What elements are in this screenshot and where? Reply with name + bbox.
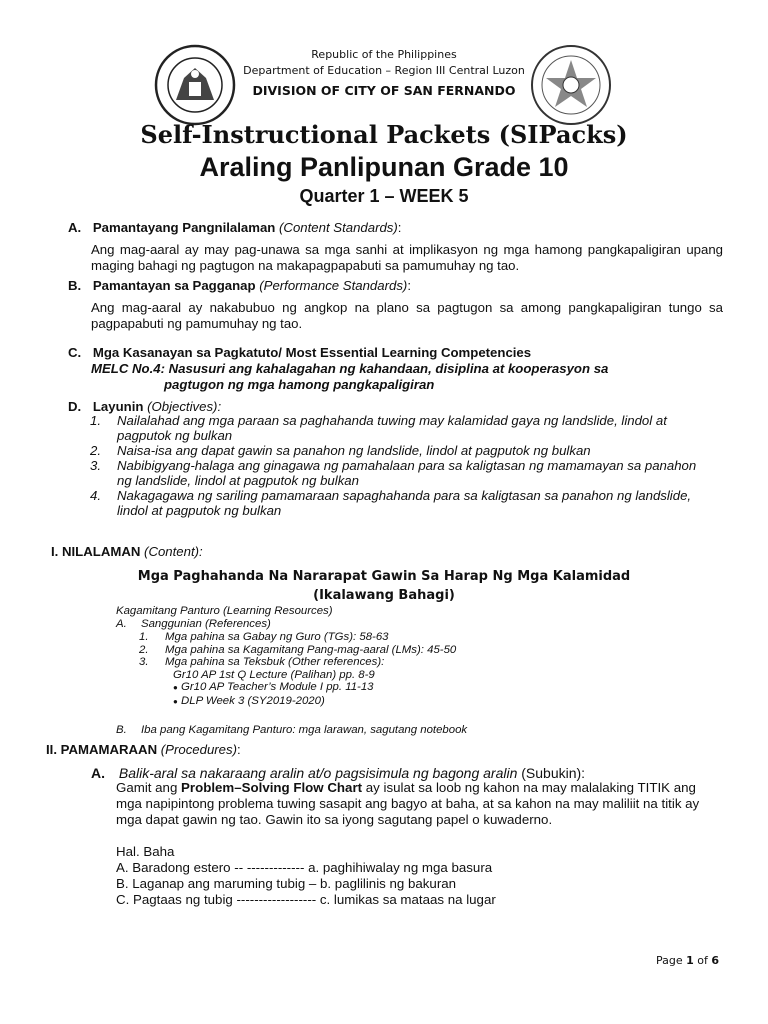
objective-item bbox=[90, 458, 730, 473]
other-reference bbox=[139, 695, 456, 709]
section-c-title: Mga Kasanayan sa Pagkatuto/ Most Essential Learning Competencies bbox=[92, 345, 532, 360]
instruction-bold: Problem–Solving Flow Chart bbox=[181, 780, 363, 795]
reference-item bbox=[139, 656, 456, 669]
bullet-icon: ● bbox=[173, 696, 178, 706]
section-b-eng: (Performance Standards) bbox=[259, 278, 408, 293]
section-b-body: Ang mag-aaral ay nakabubuo ng angkop na plano sa pagtugon sa among pangkapaligiran tungo sa pagpapabuti ng pamumuhay ng tao. bbox=[91, 300, 723, 331]
section-b-heading bbox=[68, 278, 411, 294]
procedure-instructions bbox=[116, 780, 728, 908]
other-reference: Gr10 AP 1st Q Lecture (Palihan) pp. 8-9 bbox=[173, 668, 375, 681]
section-b-colon: : bbox=[407, 278, 411, 293]
section-a-heading bbox=[68, 220, 401, 236]
other-materials-text: Iba pang Kagamitang Panturo: mga larawan, sagutang notebook bbox=[141, 724, 468, 736]
other-materials-letter: B. bbox=[116, 724, 127, 736]
references-title: Sanggunian (References) bbox=[141, 618, 271, 630]
section-a-title: Pamantayang Pangnilalaman bbox=[92, 220, 276, 235]
example-label: Hal. Baha bbox=[116, 844, 175, 859]
reference-number: 2. bbox=[139, 643, 149, 656]
objective-number: 4. bbox=[90, 488, 101, 503]
other-reference bbox=[139, 681, 456, 695]
topic-title-line-1: Mga Paghahanda Na Nararapat Gawin Sa Harap Ng Mga Kalamidad bbox=[137, 569, 631, 584]
section-d-eng: (Objectives): bbox=[147, 399, 222, 414]
division-seal-logo bbox=[530, 44, 612, 126]
bullet-icon: ● bbox=[173, 683, 178, 693]
objective-text: Nailalahad ang mga paraan sa paghahanda tuwing may kalamidad gaya ng landslide, lindol at bbox=[117, 413, 667, 428]
procedures-heading bbox=[46, 742, 241, 758]
example-item: C. Pagtaas ng tubig ------------------ c. lumikas sa mataas na lugar bbox=[116, 892, 496, 907]
objective-text-cont: pagputok ng bulkan bbox=[117, 428, 233, 443]
example-item: B. Laganap ang maruming tubig – b. paglilinis ng bakuran bbox=[116, 876, 457, 891]
page-current: 1 bbox=[686, 954, 694, 967]
quarter-title: Quarter 1 – WEEK 5 bbox=[299, 186, 469, 206]
procedure-a-heading bbox=[91, 765, 585, 781]
section-c-heading bbox=[68, 345, 531, 361]
references-letter: A. bbox=[116, 618, 127, 630]
objective-text-cont: lindol at pagputok ng bulkan bbox=[117, 503, 282, 518]
objectives-list bbox=[90, 413, 730, 518]
section-a-body: Ang mag-aaral ay may pag-unawa sa mga sanhi at implikasyon ng mga hamong pangkapaligiran upang maging bahagi ng pagtugon na makapagpapabuti sa pamumuhay ng tao. bbox=[91, 242, 723, 273]
procedure-a-title: Balik-aral sa nakaraang aralin at/o pagsisimula ng bagong aralin bbox=[118, 765, 518, 781]
topic-title-line-2: (Ikalawang Bahagi) bbox=[313, 588, 455, 603]
section-b-letter: B. bbox=[68, 278, 82, 293]
section-a-eng: (Content Standards) bbox=[279, 220, 398, 235]
objective-item bbox=[90, 443, 730, 458]
instruction-line-1 bbox=[116, 780, 728, 796]
instruction-line-3: mga dapat gawin ng tao. Gawin ito sa iyong sagutang papel o kuwaderno. bbox=[116, 812, 553, 827]
republic-line: Republic of the Philippines bbox=[311, 48, 457, 61]
objective-number: 3. bbox=[90, 458, 101, 473]
melc-line-2: pagtugon ng mga hamong pangkapaligiran bbox=[164, 377, 435, 392]
content-heading-eng: (Content): bbox=[144, 544, 203, 559]
other-reference-text: DLP Week 3 (SY2019-2020) bbox=[181, 694, 325, 707]
reference-text: Mga pahina sa Teksbuk (Other references): bbox=[165, 656, 385, 669]
content-heading bbox=[51, 544, 203, 560]
other-materials bbox=[116, 724, 467, 737]
section-b-title: Pamantayan sa Pagganap bbox=[92, 278, 256, 293]
instruction-post: ay isulat sa loob ng kahon na may malalaking TITIK ang bbox=[362, 780, 696, 795]
section-d-title: Layunin bbox=[92, 399, 144, 414]
reference-text: Mga pahina sa Kagamitang Pang-mag-aaral (LMs): 45-50 bbox=[165, 643, 457, 656]
objective-text: Naisa-isa ang dapat gawin sa panahon ng landslide, lindol at pagputok ng bulkan bbox=[117, 443, 591, 458]
procedure-a-letter: A. bbox=[91, 765, 105, 781]
page-number bbox=[656, 954, 719, 967]
reference-item bbox=[139, 644, 456, 657]
objective-text: Nabibigyang-halaga ang ginagawa ng pamahalaan para sa kaligtasan ng mamamayan sa panahon bbox=[117, 458, 697, 473]
reference-item bbox=[139, 631, 456, 644]
procedure-a-tag: (Subukin): bbox=[521, 765, 586, 781]
section-c-letter: C. bbox=[68, 345, 82, 360]
other-reference-text: Gr10 AP Teacher’s Module I pp. 11-13 bbox=[181, 681, 374, 694]
procedures-heading-eng: (Procedures) bbox=[160, 742, 238, 757]
objective-number: 2. bbox=[90, 443, 101, 458]
objective-number: 1. bbox=[90, 413, 101, 428]
objective-item bbox=[90, 488, 730, 503]
references-list bbox=[139, 631, 456, 709]
procedures-heading-title: II. PAMAMARAAN bbox=[46, 742, 158, 757]
content-heading-title: I. NILALAMAN bbox=[51, 544, 141, 559]
section-d-letter: D. bbox=[68, 399, 82, 414]
instruction-pre: Gamit ang bbox=[116, 780, 182, 795]
procedures-colon: : bbox=[237, 742, 241, 757]
melc-line-1: MELC No.4: Nasusuri ang kahalagahan ng kahandaan, disiplina at kooperasyon sa bbox=[91, 361, 609, 376]
section-a-letter: A. bbox=[68, 220, 82, 235]
reference-number: 3. bbox=[139, 656, 149, 669]
sipacks-title: Self-Instructional Packets (SIPacks) bbox=[140, 120, 628, 149]
page-of: of bbox=[697, 954, 708, 967]
objective-item bbox=[90, 413, 730, 428]
subject-title: Araling Panlipunan Grade 10 bbox=[199, 152, 569, 182]
reference-text: Mga pahina sa Gabay ng Guro (TGs): 58-63 bbox=[165, 631, 389, 643]
example-item: A. Baradong estero -- ------------- a. paghihiwalay ng mga basura bbox=[116, 860, 493, 875]
section-a-colon: : bbox=[397, 220, 402, 235]
references-heading bbox=[116, 618, 271, 631]
page-total: 6 bbox=[711, 954, 720, 967]
resources-title: Kagamitang Panturo (Learning Resources) bbox=[116, 605, 333, 617]
division-line: DIVISION OF CITY OF SAN FERNANDO bbox=[252, 83, 516, 98]
page-label: Page bbox=[656, 954, 683, 967]
objective-text: Nakagagawa ng sariling pamamaraan sapaghahanda para sa kaligtasan sa panahon ng landslide, bbox=[117, 488, 692, 503]
objective-text-cont: ng landslide, lindol at pagputok ng bulkan bbox=[117, 473, 359, 488]
instruction-line-2: mga napipintong problema tuwing sasapit ang bagyo at baha, at sa kahon na may maliliit na titik ay bbox=[116, 796, 700, 811]
reference-number: 1. bbox=[139, 631, 149, 643]
department-line: Department of Education – Region III Central Luzon bbox=[243, 64, 525, 77]
